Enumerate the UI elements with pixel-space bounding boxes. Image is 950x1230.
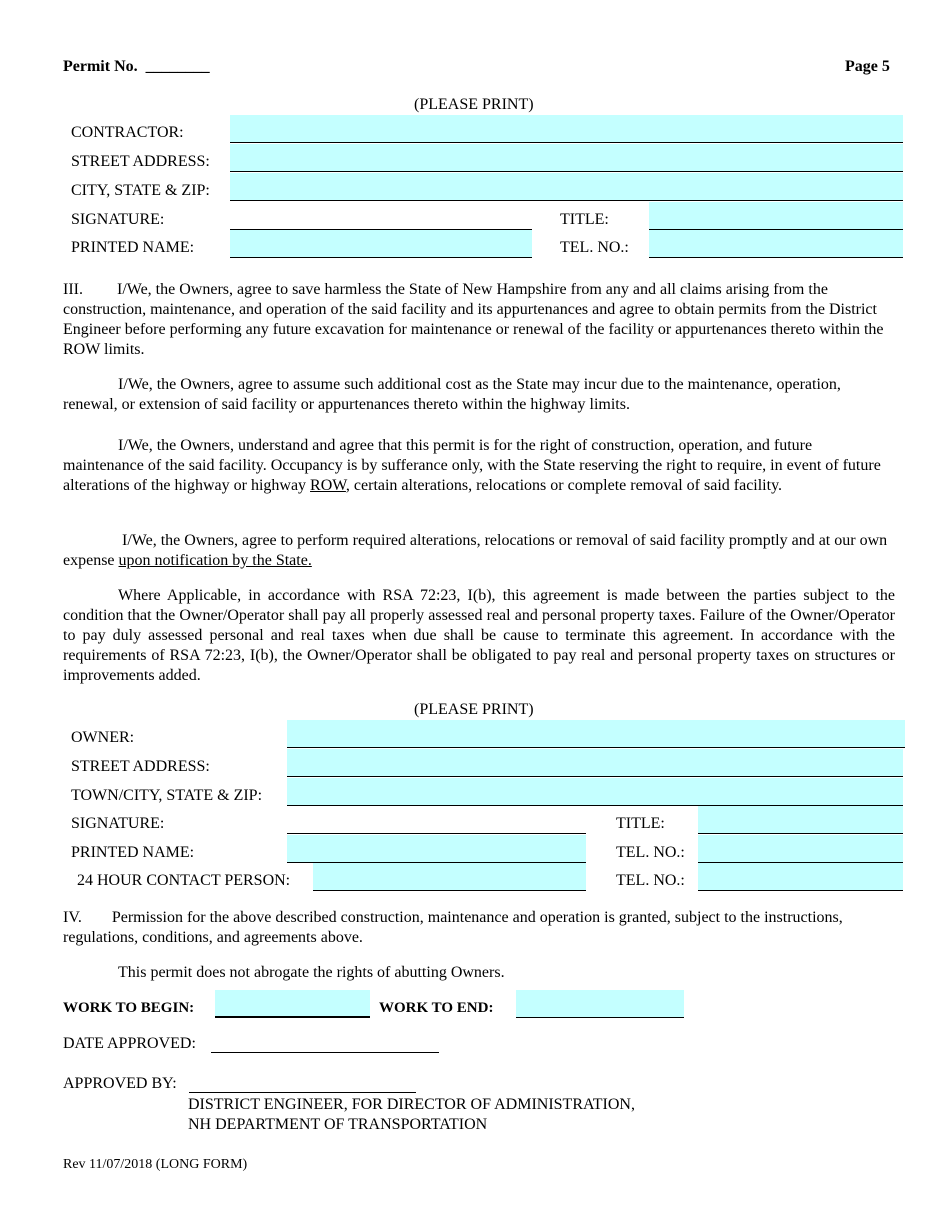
contractor-title-field[interactable]	[649, 202, 903, 230]
contact-person-field[interactable]	[313, 863, 586, 891]
owner-tel-label: TEL. NO.:	[616, 844, 685, 861]
approved-by-label: APPROVED BY:	[63, 1075, 177, 1092]
owner-title-label: TITLE:	[616, 815, 665, 832]
owner-town-field[interactable]	[287, 778, 903, 806]
notification-underlined-text: upon notification by the State.	[118, 552, 312, 569]
section-4-paragraph-2: This permit does not abrogate the rights of abutting Owners.	[118, 964, 505, 981]
contractor-signature-label: SIGNATURE:	[71, 211, 165, 228]
please-print-heading: (PLEASE PRINT)	[414, 96, 534, 113]
section-3-numeral: III.	[63, 281, 83, 298]
contractor-tel-field[interactable]	[649, 230, 903, 258]
section-3-paragraph-2: I/We, the Owners, agree to assume such additional cost as the State may incur due to the maintenance, operation, renewal, or extension of said facility or appurtenances thereto within the highway limits.	[63, 376, 841, 413]
contractor-street-label: STREET ADDRESS:	[71, 153, 210, 170]
approved-by-line[interactable]	[189, 1074, 416, 1093]
owner-label: OWNER:	[71, 729, 135, 746]
contractor-printed-name-field[interactable]	[230, 230, 532, 258]
contractor-title-label: TITLE:	[560, 211, 609, 228]
permit-number-blank: ________	[145, 58, 210, 75]
owner-street-field[interactable]	[287, 749, 903, 777]
contractor-signature-line[interactable]	[230, 202, 532, 230]
section-3-paragraph-3: I/We, the Owners, understand and agree that this permit is for the right of construction, operation, and future maintenance of the said facility. Occupancy is by sufferance only, with the State reserving the right to require, in event of future alterations of the highway or highway ROW, certain alterations, relocations or complete removal of said facility.	[63, 437, 881, 494]
contractor-street-field[interactable]	[230, 144, 903, 172]
owner-field[interactable]	[287, 720, 905, 748]
date-approved-line[interactable]	[211, 1034, 439, 1053]
contractor-printed-name-label: PRINTED NAME:	[71, 239, 195, 256]
contractor-field[interactable]	[230, 115, 903, 143]
owner-title-field[interactable]	[698, 806, 903, 834]
contact-tel-field[interactable]	[698, 863, 903, 891]
work-end-field[interactable]	[516, 990, 684, 1018]
contact-tel-label: TEL. NO.:	[616, 872, 685, 889]
page-number: Page 5	[845, 58, 890, 75]
section-3-paragraph-1: III. I/We, the Owners, agree to save harmless the State of New Hampshire from any and all claims arising from the construction, maintenance, and operation of the said facility and its appurtenances and agree to obtain permits from the District Engineer before performing any future excavation for maintenance or renewal of the facility or appurtenances thereto within the ROW limits.	[63, 281, 884, 358]
permit-number-label: Permit No. ________	[63, 58, 210, 75]
contact-person-label: 24 HOUR CONTACT PERSON:	[77, 872, 291, 889]
owner-printed-name-field[interactable]	[287, 835, 586, 863]
contractor-label: CONTRACTOR:	[71, 124, 184, 141]
contractor-tel-label: TEL. NO.:	[560, 239, 629, 256]
date-approved-label: DATE APPROVED:	[63, 1035, 196, 1052]
district-engineer-line-2: NH DEPARTMENT OF TRANSPORTATION	[188, 1116, 488, 1133]
owner-town-label: TOWN/CITY, STATE & ZIP:	[71, 787, 263, 804]
work-end-label: WORK TO END:	[379, 1000, 494, 1016]
owner-signature-label: SIGNATURE:	[71, 815, 165, 832]
work-begin-label: WORK TO BEGIN:	[63, 1000, 195, 1016]
revision-footer: Rev 11/07/2018 (LONG FORM)	[63, 1157, 248, 1172]
district-engineer-line-1: DISTRICT ENGINEER, FOR DIRECTOR OF ADMINISTRATION,	[188, 1096, 635, 1113]
section-3-paragraph-5: Where Applicable, in accordance with RSA 72:23, I(b), this agreement is made between the parties subject to the condition that the Owner/Operator shall pay all properly assessed real and personal property taxes. Failure of the Owner/Operator to pay duly assessed personal and real taxes when due shall be cause to terminate this agreement. In accordance with the requirements of RSA 72:23, I(b), the Owner/Operator shall be obligated to pay real and personal property taxes on structures or improvements added.	[63, 587, 895, 684]
contractor-city-label: CITY, STATE & ZIP:	[71, 182, 210, 199]
section-3-paragraph-4: I/We, the Owners, agree to perform required alterations, relocations or removal of said facility promptly and at our own expense upon notification by the State.	[63, 532, 888, 569]
owner-tel-field[interactable]	[698, 835, 903, 863]
owner-street-label: STREET ADDRESS:	[71, 758, 210, 775]
section-4-numeral: IV.	[63, 909, 82, 926]
owner-signature-line[interactable]	[287, 806, 586, 834]
owner-printed-name-label: PRINTED NAME:	[71, 844, 195, 861]
row-underlined-text: ROW	[310, 477, 346, 494]
contractor-city-field[interactable]	[230, 173, 903, 201]
section-4-paragraph-1: IV. Permission for the above described construction, maintenance and operation is granted, subject to the instructions, regulations, conditions, and agreements above.	[63, 909, 843, 946]
work-begin-field[interactable]	[215, 990, 370, 1018]
owner-please-print-heading: (PLEASE PRINT)	[414, 701, 534, 718]
